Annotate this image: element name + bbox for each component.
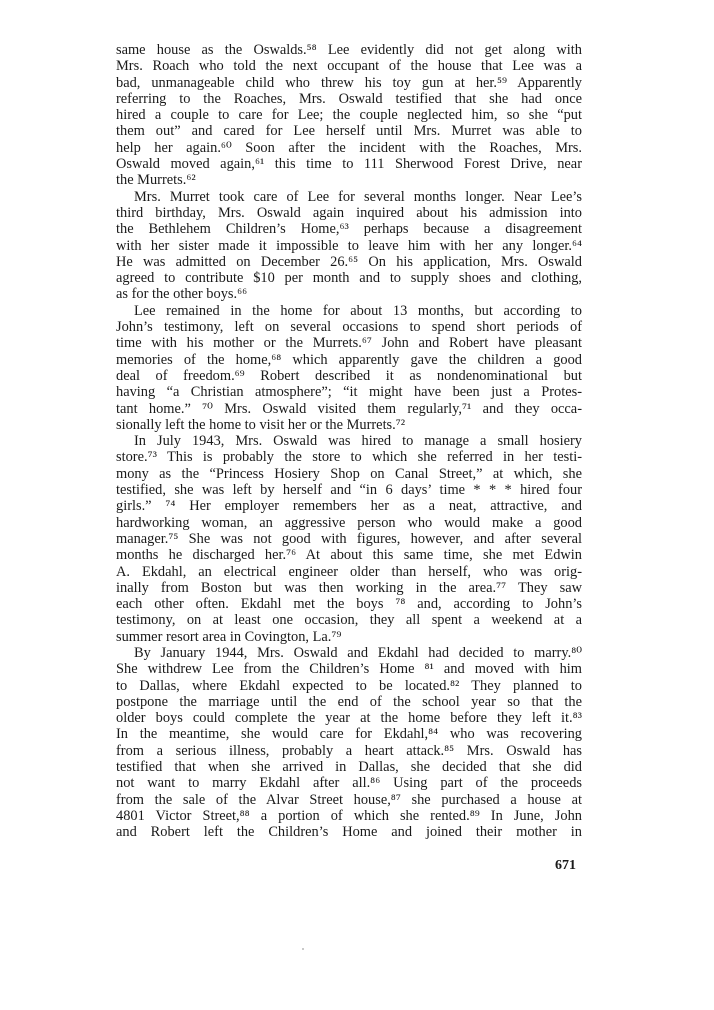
text-line: Lee remained in the home for about 13 months, but according to xyxy=(134,302,582,319)
text-line: having “a Christian atmosphere”; “it might have been just a Protes- xyxy=(116,384,582,401)
text-line: testified, she was left by herself and “in 6 days’ time * * * hired four xyxy=(116,482,582,499)
text-line: memories of the home,⁶⁸ which apparently gave the children a good xyxy=(116,351,582,368)
text-line: not want to marry Ekdahl after all.⁸⁶ Using part of the proceeds xyxy=(116,775,582,792)
text-line: In July 1943, Mrs. Oswald was hired to manage a small hosiery xyxy=(134,433,582,450)
text-line: store.⁷³ This is probably the store to which she referred in her testi- xyxy=(116,449,582,466)
text-line: each other often. Ekdahl met the boys ⁷⁸ and, according to John’s xyxy=(116,596,582,613)
text-line: as for the other boys.⁶⁶ xyxy=(116,286,248,303)
text-line: inally from Boston but was then working in the area.⁷⁷ They saw xyxy=(116,579,582,596)
text-line: from the sale of the Alvar Street house,⁸⁷ she purchased a house at xyxy=(116,791,582,808)
text-line: agreed to contribute $10 per month and to supply shoes and clothing, xyxy=(116,270,582,287)
text-line: In the meantime, she would care for Ekdahl,⁸⁴ who was recovering xyxy=(116,726,582,743)
text-line: manager.⁷⁵ She was not good with figures, however, and after several xyxy=(116,530,582,547)
text-line: John’s testimony, left on several occasions to spend short periods of xyxy=(116,319,582,336)
text-line: deal of freedom.⁶⁹ Robert described it as nondenominational but xyxy=(116,367,582,384)
text-line: testified that when she arrived in Dallas, she decided that she did xyxy=(116,759,582,776)
text-line: A. Ekdahl, an electrical engineer older than herself, who was orig- xyxy=(116,563,582,580)
text-line: months he discharged her.⁷⁶ At about this same time, she met Edwin xyxy=(116,547,582,564)
text-line: tant home.” ⁷⁰ Mrs. Oswald visited them regularly,⁷¹ and they occa- xyxy=(116,400,582,417)
text-line: to Dallas, where Ekdahl expected to be located.⁸² They planned to xyxy=(116,677,582,694)
text-line: the Bethlehem Children’s Home,⁶³ perhaps because a disagreement xyxy=(116,221,582,238)
text-line: referring to the Roaches, Mrs. Oswald testified that she had once xyxy=(116,90,582,107)
text-line: time with his mother or the Murrets.⁶⁷ John and Robert have pleasant xyxy=(116,335,582,352)
text-line: third birthday, Mrs. Oswald again inquired about his admission into xyxy=(116,204,582,221)
text-line: mony as the “Princess Hosiery Shop on Canal Street,” at which, she xyxy=(116,465,582,482)
text-line: help her again.⁶⁰ Soon after the incident with the Roaches, Mrs. xyxy=(116,139,582,156)
text-line: Mrs. Roach who told the next occupant of the house that Lee was a xyxy=(116,58,582,75)
text-line: same house as the Oswalds.⁵⁸ Lee evidently did not get along with xyxy=(116,42,582,58)
text-line: hired a couple to care for Lee; the couple neglected him, so she “put xyxy=(116,107,582,124)
text-line: Oswald moved again,⁶¹ this time to 111 Sherwood Forest Drive, near xyxy=(116,156,582,173)
text-line: and Robert left the Children’s Home and joined their mother in xyxy=(116,824,582,841)
scan-speck xyxy=(302,948,304,950)
text-line: By January 1944, Mrs. Oswald and Ekdahl had decided to marry.⁸⁰ xyxy=(134,644,582,661)
text-line: sionally left the home to visit her or the Murrets.⁷² xyxy=(116,416,406,433)
text-line: postpone the marriage until the end of the school year so that the xyxy=(116,693,582,710)
text-line: Mrs. Murret took care of Lee for several months longer. Near Lee’s xyxy=(134,188,582,205)
text-line: She withdrew Lee from the Children’s Home ⁸¹ and moved with him xyxy=(116,661,582,678)
text-line: He was admitted on December 26.⁶⁵ On his application, Mrs. Oswald xyxy=(116,253,582,270)
text-line: from a serious illness, probably a heart attack.⁸⁵ Mrs. Oswald has xyxy=(116,742,582,759)
text-line: older boys could complete the year at the home before they left it.⁸³ xyxy=(116,710,582,727)
text-line: the Murrets.⁶² xyxy=(116,172,196,189)
text-line: summer resort area in Covington, La.⁷⁹ xyxy=(116,628,342,645)
text-line: hardworking woman, an aggressive person who would make a good xyxy=(116,514,582,531)
text-line: bad, unmanageable child who threw his toy gun at her.⁵⁹ Apparently xyxy=(116,74,582,91)
text-line: them out” and cared for Lee herself until Mrs. Murret was able to xyxy=(116,123,582,140)
text-line: girls.” ⁷⁴ Her employer remembers her as a neat, attractive, and xyxy=(116,498,582,515)
page-number: 671 xyxy=(555,858,576,873)
text-line: 4801 Victor Street,⁸⁸ a portion of which she rented.⁸⁹ In June, John xyxy=(116,807,582,824)
page-body-text xyxy=(116,42,582,841)
text-line: with her sister made it impossible to leave him with her any longer.⁶⁴ xyxy=(116,237,582,254)
text-line: testimony, on at least one occasion, they all spent a weekend at a xyxy=(116,612,582,629)
